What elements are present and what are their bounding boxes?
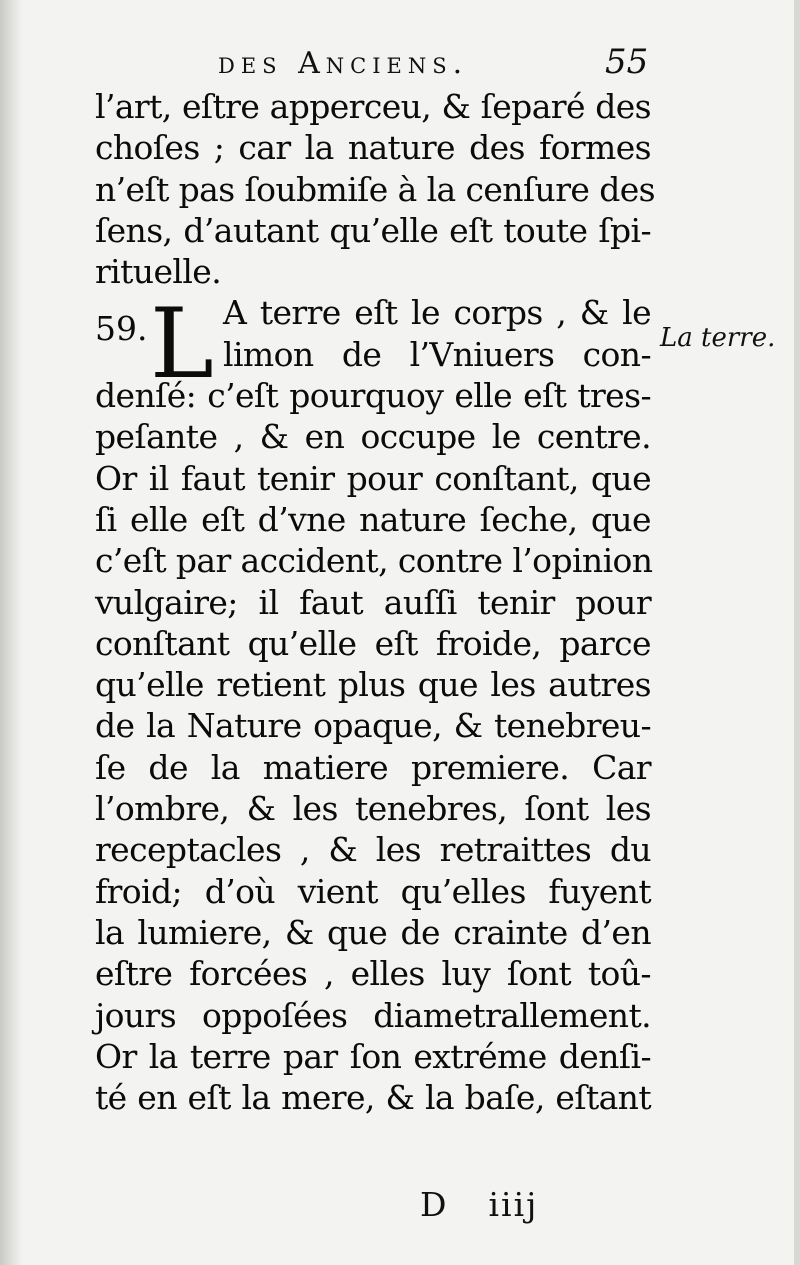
text-line: té en eſt la mere, & la baſe, eſtant xyxy=(95,1078,651,1118)
text-line: Or il faut tenir pour conſtant, que xyxy=(95,458,651,498)
spine-shadow xyxy=(0,0,22,1265)
text-line: ſens, d’autant qu’elle eſt toute ſpi- xyxy=(95,210,651,250)
text-line: choſes ; car la nature des formes xyxy=(95,128,651,168)
page-number: 55 xyxy=(605,42,649,82)
text-line: A terre eſt le corps , & le xyxy=(223,293,651,333)
text-line: la lumiere, & que de crainte d’en xyxy=(95,912,651,952)
text-line: ſe de la matiere premiere. Car xyxy=(95,747,651,787)
text-line: qu’elle retient plus que les autres xyxy=(95,665,651,705)
text-line: l’art, eſtre apperceu, & ſeparé des xyxy=(95,87,651,126)
text-line: l’ombre, & les tenebres, ſont les xyxy=(95,789,651,829)
paragraph-number: 59. xyxy=(95,309,148,348)
signature-mark xyxy=(420,1185,538,1224)
page-header xyxy=(0,42,800,92)
text-line: denſé: c’eſt pourquoy elle eſt tres- xyxy=(95,376,651,416)
text-line: de la Nature opaque, & tenebreu- xyxy=(95,706,651,746)
text-line: peſante , & en occupe le centre. xyxy=(95,417,651,457)
text-line: eſtre forcées , elles luy ſont toû- xyxy=(95,954,651,994)
text-line: ſi elle eſt d’vne nature ſeche, que xyxy=(95,499,651,539)
signature-letter: D xyxy=(420,1185,449,1224)
text-line: Or la terre par ſon extréme denſi- xyxy=(95,1036,651,1076)
drop-cap-letter: L xyxy=(150,288,214,400)
text-line: receptacles , & les retraittes du xyxy=(95,830,651,870)
text-line: vulgaire; il faut auſſi tenir pour xyxy=(95,582,651,622)
page-edge xyxy=(794,0,800,1265)
body-text xyxy=(95,86,655,1118)
text-line: froid; d’où vient qu’elles fuyent xyxy=(95,871,651,911)
text-line: rituelle. xyxy=(95,252,222,292)
signature-numeral: iiij xyxy=(488,1185,539,1224)
text-line: jours oppoſées diametrallement. xyxy=(95,995,651,1035)
text-line: n’eſt pas ſoubmiſe à la cenſure des xyxy=(95,169,655,209)
text-line: c’eſt par accident, contre l’opinion xyxy=(95,541,653,581)
text-line: limon de l’Vniuers con- xyxy=(223,334,651,374)
running-title: des Anciens. xyxy=(218,46,469,81)
text-line: conſtant qu’elle eſt froide, parce xyxy=(95,623,651,663)
margin-note: La terre. xyxy=(660,323,776,353)
